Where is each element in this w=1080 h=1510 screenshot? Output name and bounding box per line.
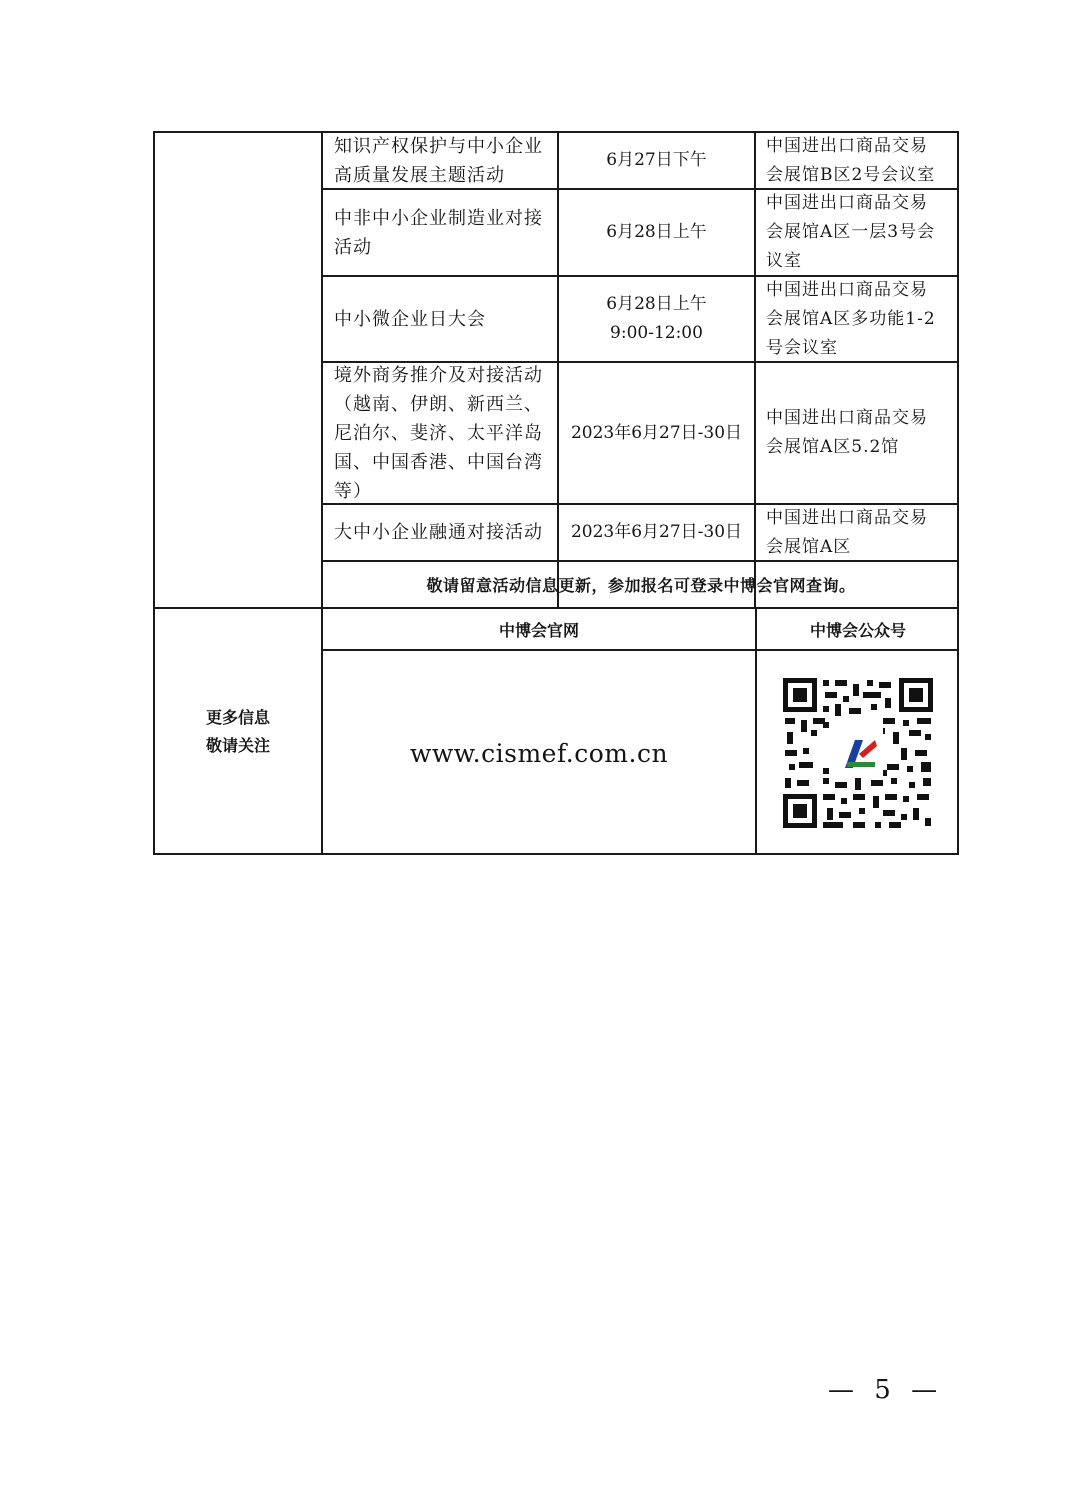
- table-row-2-venue: [756, 190, 959, 275]
- table-row-2-activity: [323, 190, 557, 275]
- activity-time: 6月28日上午 9:00-12:00: [606, 294, 707, 343]
- website-header: [323, 609, 755, 649]
- notice-label: 敬请留意活动信息更新，参加报名可登录中博会官网查询。: [426, 576, 856, 595]
- table-row-1-time: [559, 133, 754, 188]
- activity-venue: 中国进出口商品交易 会展馆A区一层3号会 议室: [766, 193, 936, 271]
- more-info-label: [155, 609, 321, 855]
- activity-venue: 中国进出口商品交易 会展馆A区多功能1-2 号会议室: [766, 279, 936, 358]
- table-row-3-activity: [323, 277, 557, 361]
- activity-name: 大中小企业融通对接活动: [334, 522, 543, 543]
- qr-code-cell: [757, 651, 959, 855]
- activity-name: 中小微企业日大会: [334, 308, 486, 330]
- table-row-1-activity: [323, 133, 557, 188]
- activity-time: 2023年6月27日-30日: [570, 422, 743, 443]
- table-row-3-venue: [756, 277, 959, 361]
- page-number: — 5 —: [828, 1375, 944, 1405]
- table-row-5-time: [559, 505, 754, 560]
- table-row-2-time: [559, 190, 754, 275]
- more-info-text: 更多信息 敬请关注: [205, 708, 270, 755]
- activity-name: 中非中小企业制造业对接 活动: [334, 207, 543, 258]
- activity-name: 知识产权保护与中小企业 高质量发展主题活动: [334, 135, 543, 186]
- table-row-1-venue: [756, 133, 959, 188]
- account-header-label: 中博会公众号: [809, 620, 906, 640]
- table-row-5-venue: [756, 505, 959, 560]
- account-header: [757, 609, 959, 649]
- table-row-4-time: [559, 363, 754, 503]
- table-row-3-time: [559, 277, 754, 361]
- activity-venue: 中国进出口商品交易 会展馆A区: [766, 507, 928, 557]
- notice-text: [323, 562, 959, 607]
- activity-name: 境外商务推介及对接活动 （越南、伊朗、新西兰、 尼泊尔、斐济、太平洋岛 国、中国香港、中国台湾 等）: [334, 364, 543, 502]
- table-row-5-activity: [323, 505, 557, 560]
- table-row-4-venue: [756, 363, 959, 503]
- activity-time: 6月28日上午: [606, 222, 707, 242]
- activity-time: 6月27日下午: [606, 150, 707, 170]
- activity-time: 2023年6月27日-30日: [570, 522, 743, 542]
- website-url-cell: [323, 651, 755, 855]
- qr-code-icon[interactable]: [783, 678, 933, 828]
- schedule-table: [153, 131, 959, 855]
- website-url[interactable]: www.cismef.com.cn: [409, 738, 669, 768]
- activity-venue: 中国进出口商品交易 会展馆A区5.2馆: [766, 408, 928, 457]
- website-header-label: 中博会官网: [498, 620, 579, 640]
- table-row-4-activity: [323, 363, 557, 503]
- activity-venue: 中国进出口商品交易 会展馆B区2号会议室: [766, 135, 936, 185]
